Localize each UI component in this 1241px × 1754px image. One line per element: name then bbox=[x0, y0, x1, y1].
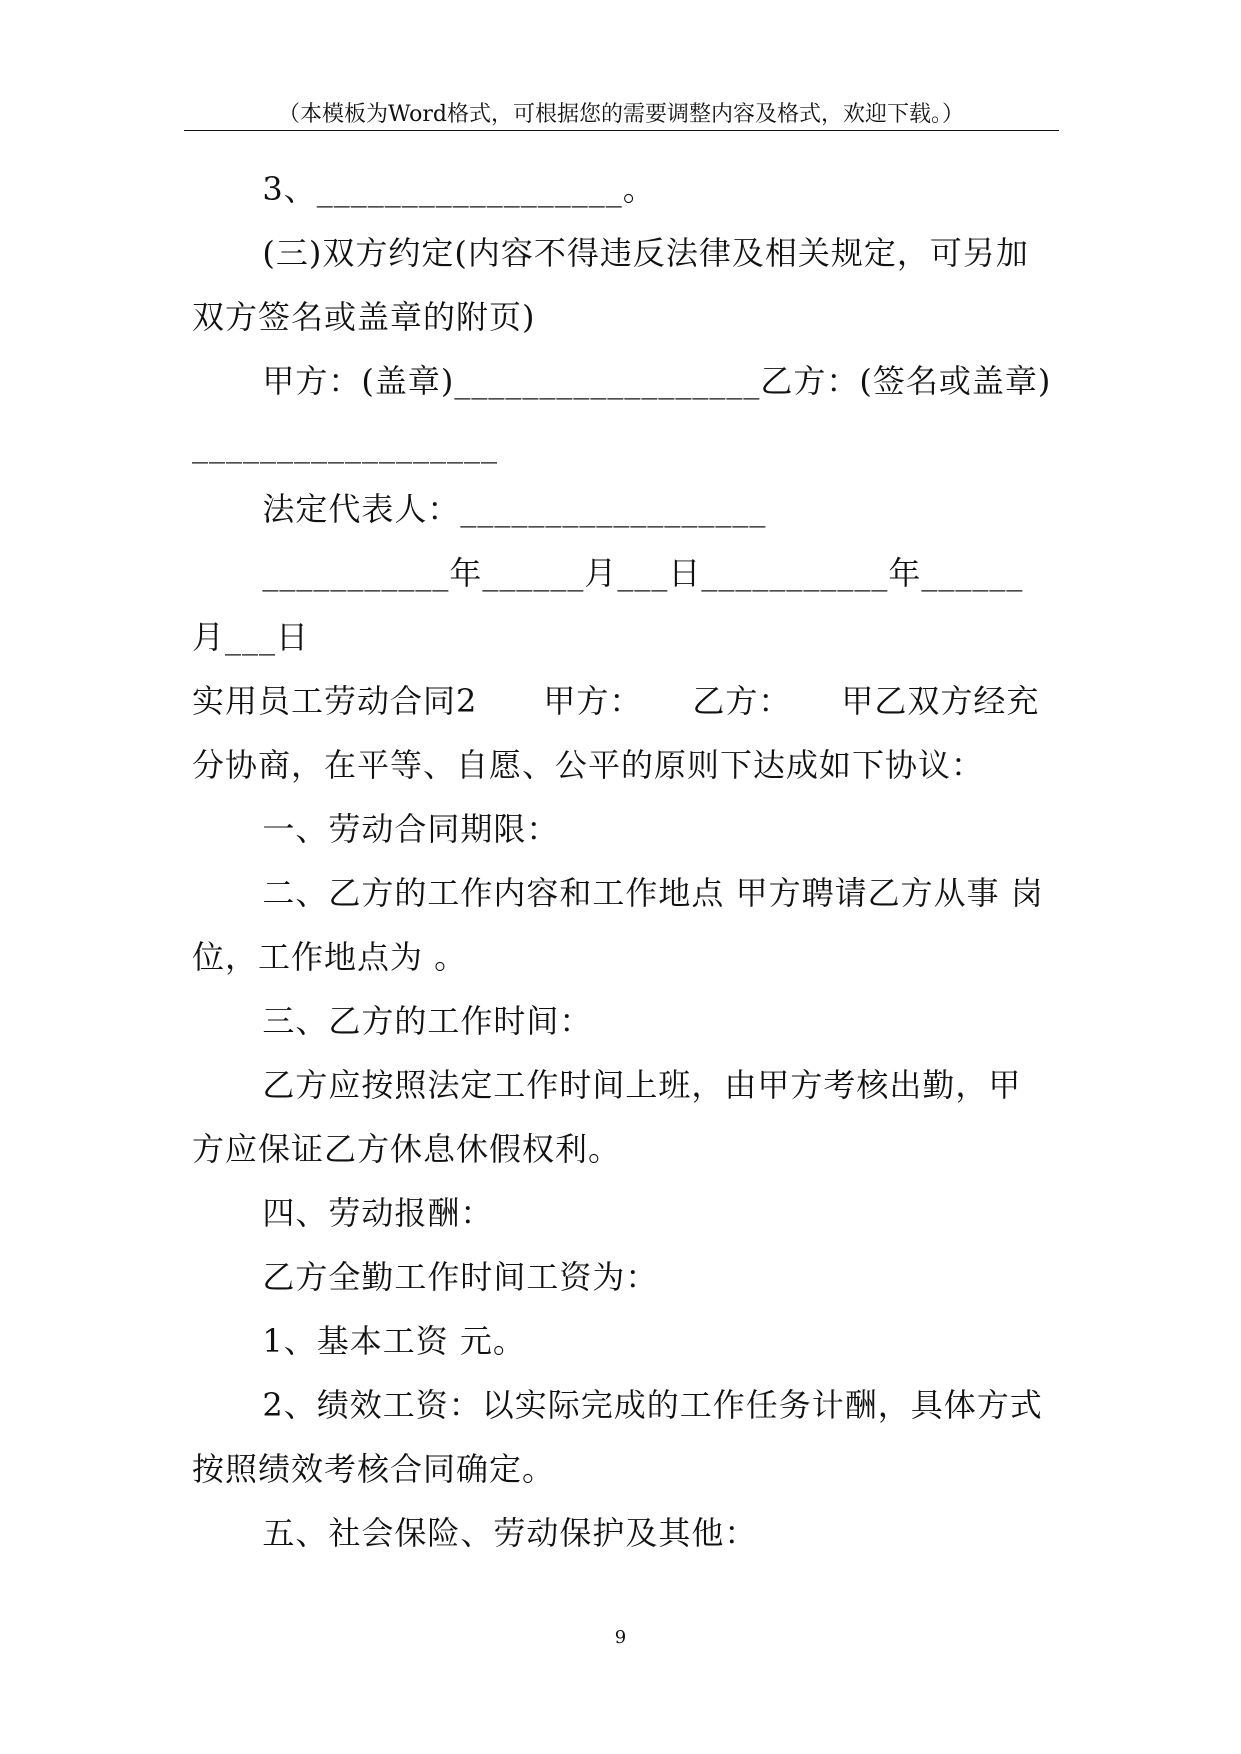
template-header-note: （本模板为Word格式，可根据您的需要调整内容及格式，欢迎下载。） bbox=[278, 102, 964, 127]
salary-intro: 乙方全勤工作时间工资为： bbox=[262, 1258, 659, 1296]
section-heading-remuneration: 四、劳动报酬： bbox=[262, 1194, 494, 1232]
contract-2-title-paragraph: 实用员工劳动合同2 甲方： 乙方： 甲乙双方经充分协商，在平等、自愿、公平的原则下达成如下协议： bbox=[192, 682, 1040, 784]
section-heading-social-insurance: 五、社会保险、劳动保护及其他： bbox=[262, 1514, 758, 1552]
section-heading-term: 一、劳动合同期限： bbox=[262, 810, 560, 848]
page-number: 9 bbox=[614, 1627, 627, 1648]
date-line: ___________年______月___日___________年______月___日 bbox=[192, 554, 1024, 656]
signature-line: 甲方：(盖章)__________________乙方：(签名或盖章)__________________ bbox=[192, 362, 1052, 464]
section-work-content: 二、乙方的工作内容和工作地点 甲方聘请乙方从事 岗位，工作地点为 。 bbox=[192, 874, 1044, 976]
legal-representative-line: 法定代表人：__________________ bbox=[262, 490, 767, 528]
performance-salary-item: 2、绩效工资：以实际完成的工作任务计酬，具体方式按照绩效考核合同确定。 bbox=[192, 1386, 1043, 1488]
work-time-paragraph: 乙方应按照法定工作时间上班，由甲方考核出勤，甲方应保证乙方休息休假权利。 bbox=[192, 1066, 1022, 1168]
section-heading-work-time: 三、乙方的工作时间： bbox=[262, 1002, 593, 1040]
clause-item-3: 3、__________________。 bbox=[262, 170, 656, 208]
contract-body bbox=[192, 157, 1054, 1565]
header-divider bbox=[184, 130, 1059, 131]
basic-salary-item: 1、基本工资 元。 bbox=[262, 1322, 526, 1360]
mutual-agreement-clause: (三)双方约定(内容不得违反法律及相关规定，可另加双方签名或盖章的附页) bbox=[192, 234, 1029, 336]
